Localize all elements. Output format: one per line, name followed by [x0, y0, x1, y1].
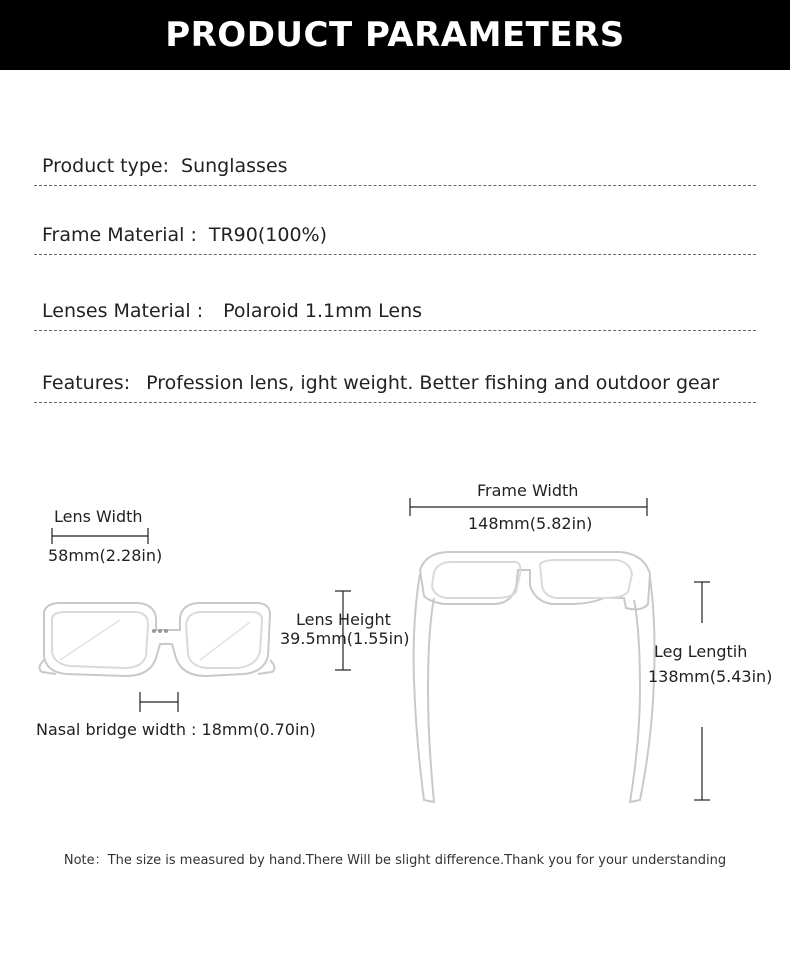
spec-value: TR90(100%) — [208, 224, 328, 246]
spec-label: Features: — [42, 372, 131, 394]
top-view-glasses-illustration — [414, 552, 655, 802]
frame-width-value: 148mm(5.82in) — [468, 514, 593, 533]
spec-label: Product type: — [42, 155, 170, 177]
front-view-glasses-illustration — [39, 603, 274, 676]
spec-value: Sunglasses — [181, 155, 288, 177]
frame-width-label: Frame Width — [477, 481, 579, 500]
page-title: PRODUCT PARAMETERS — [165, 15, 625, 55]
nasal-bridge-value: 18mm(0.70in) — [201, 720, 316, 739]
leg-length-value: 138mm(5.43in) — [648, 667, 773, 686]
nasal-bridge-label: Nasal bridge width : 18mm(0.70in) — [36, 720, 316, 739]
spec-label: Frame Material : — [42, 224, 197, 246]
lens-height-value: 39.5mm(1.55in) — [280, 629, 410, 648]
lens-width-label: Lens Width — [54, 507, 143, 526]
spec-label: Lenses Material : — [42, 300, 204, 322]
lens-height-label: Lens Height — [296, 610, 391, 629]
lens-width-value: 58mm(2.28in) — [48, 546, 163, 565]
spec-value: Profession lens, ight weight. Better fishing and outdoor gear — [146, 372, 720, 394]
leg-length-label: Leg Lengtih — [654, 642, 748, 661]
measurement-note: Note：The size is measured by hand.There Will be slight difference.Thank you for your understanding — [63, 853, 727, 868]
spec-value: Polaroid 1.1mm Lens — [223, 300, 423, 322]
